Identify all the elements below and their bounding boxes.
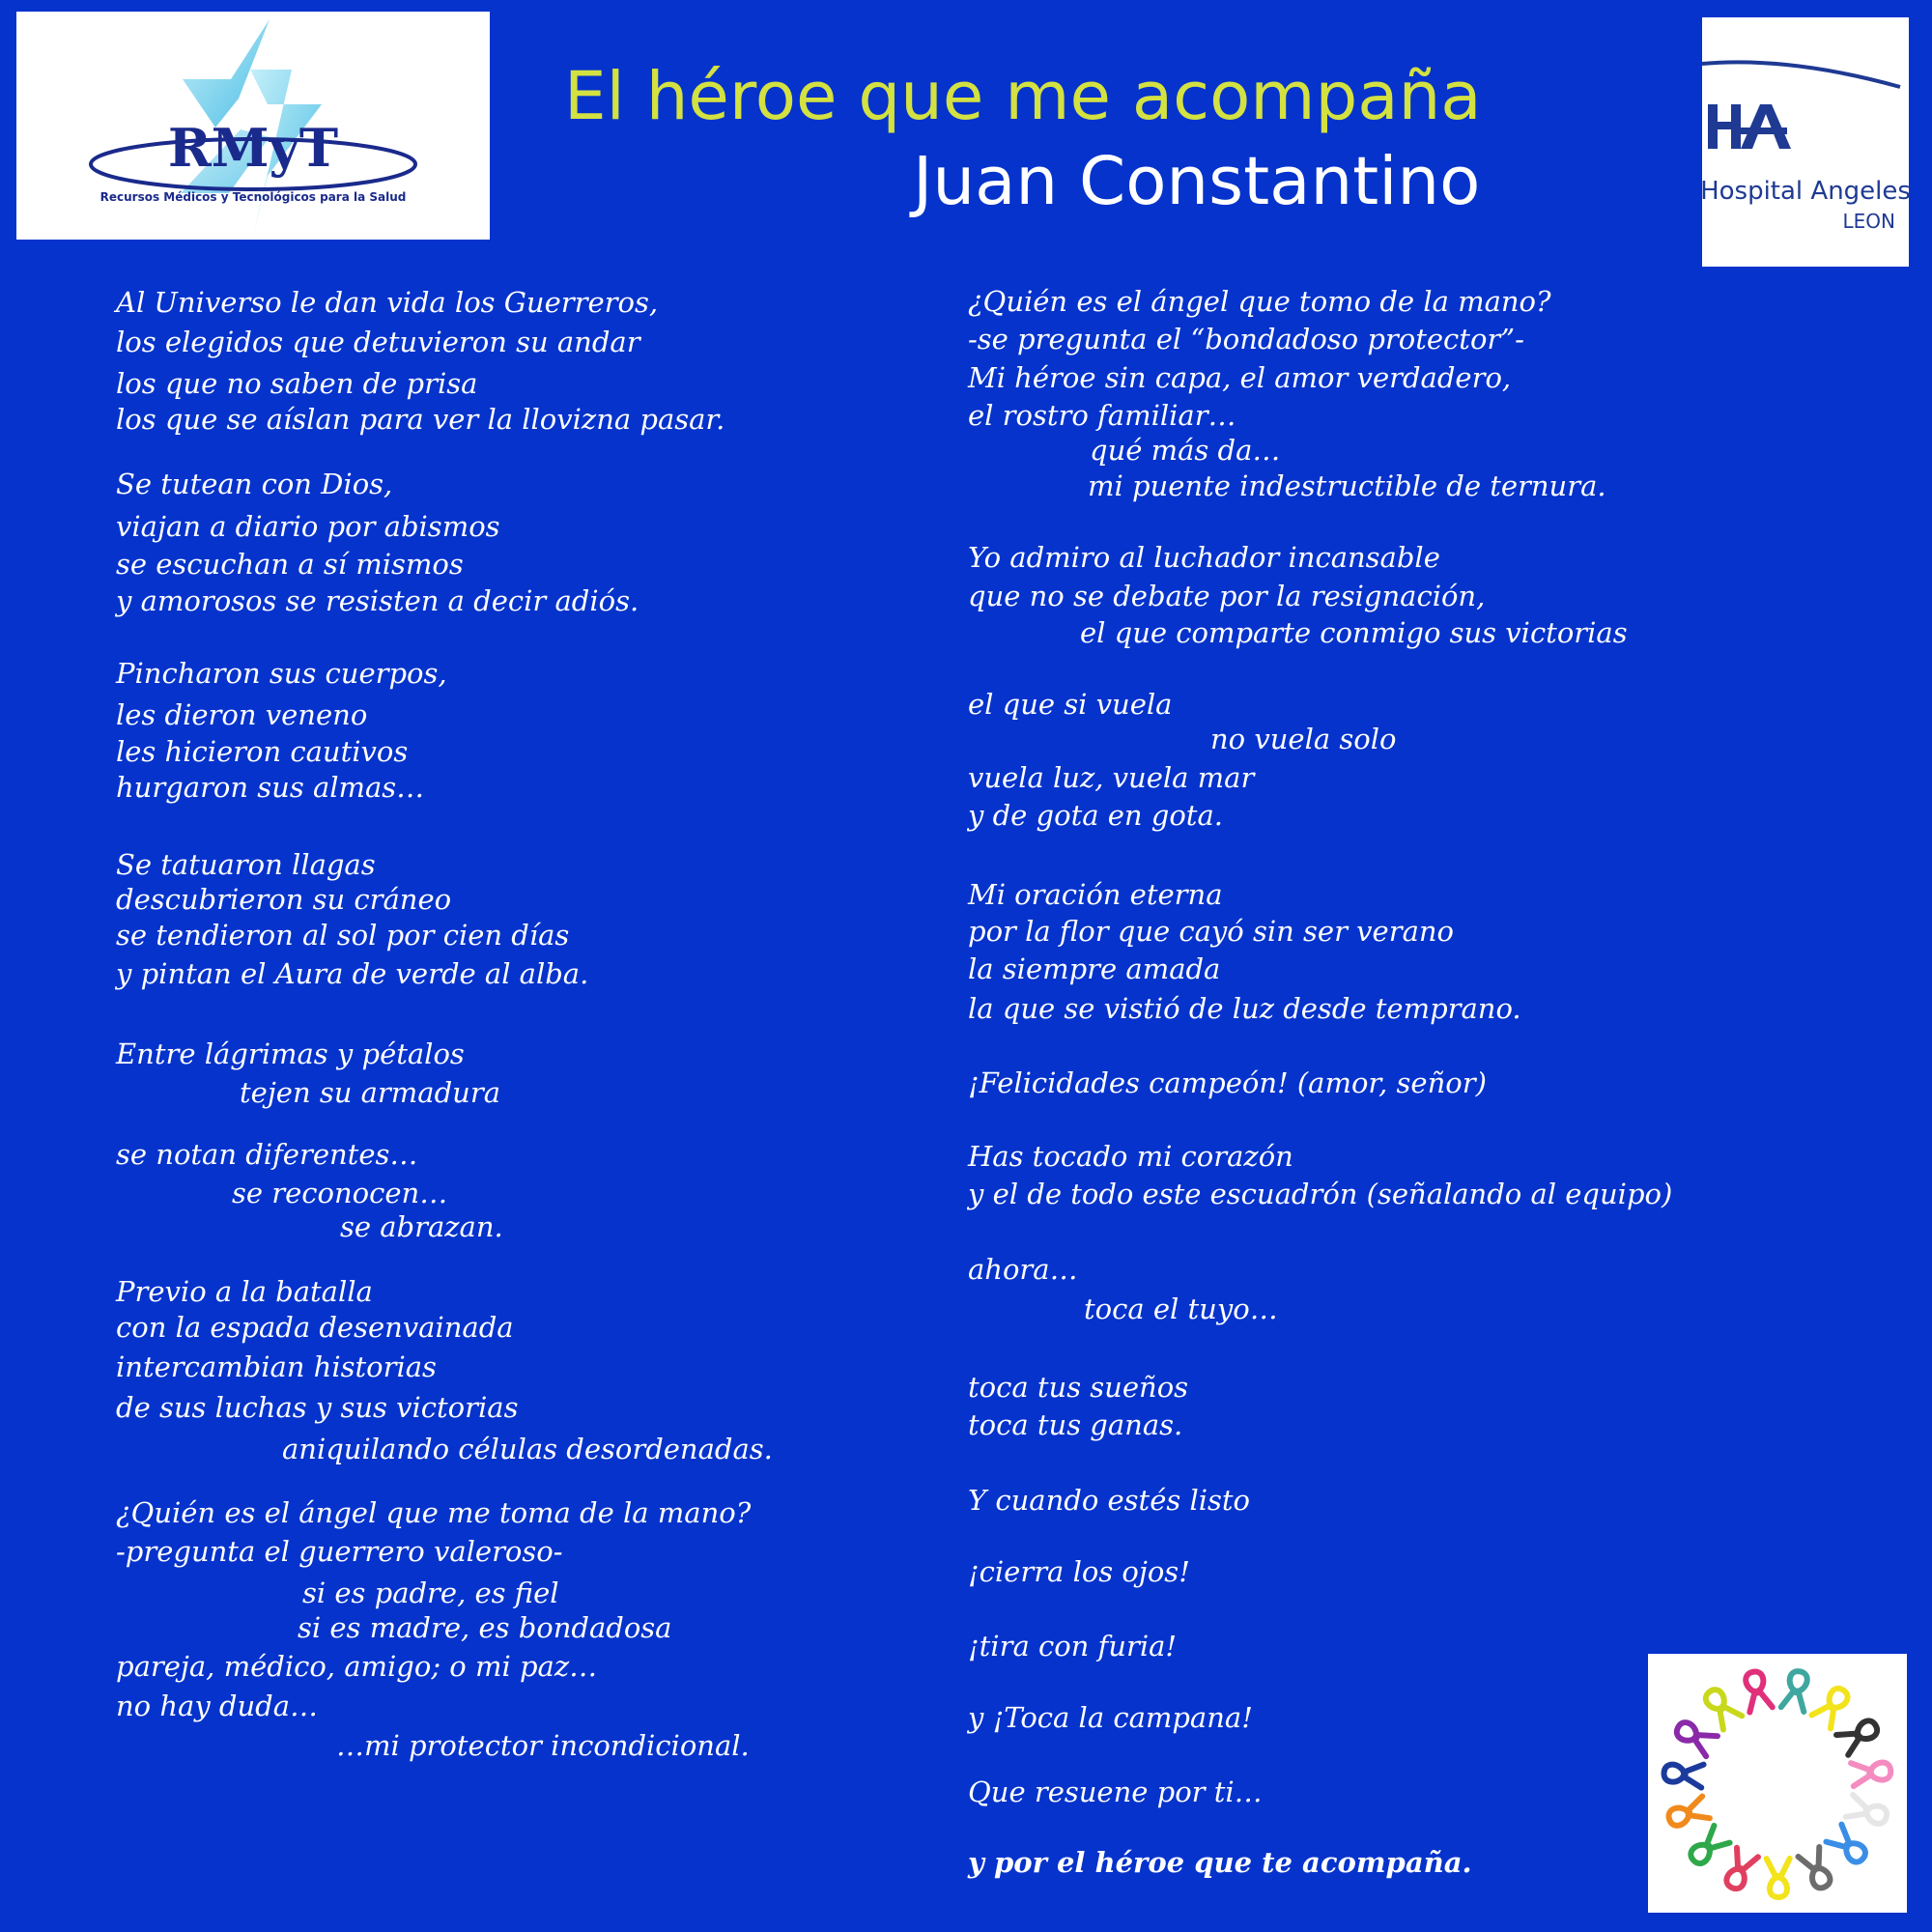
poem-line: el que comparte conmigo sus victorias xyxy=(1080,616,1628,649)
poem-line: y de gota en gota. xyxy=(968,799,1223,832)
poem-line: y pintan el Aura de verde al alba. xyxy=(116,957,589,990)
poem-line: Has tocado mi corazón xyxy=(968,1140,1293,1173)
ribbon-icon xyxy=(1721,1848,1758,1892)
poem-line: y ¡Toca la campana! xyxy=(968,1701,1253,1734)
hospital-angeles-logo xyxy=(1702,17,1909,267)
poem-line: -se pregunta el “bondadoso protector”- xyxy=(968,323,1524,355)
poem-line: se tendieron al sol por cien días xyxy=(116,919,570,952)
poem-line: Mi héroe sin capa, el amor verdadero, xyxy=(968,361,1512,394)
ribbon-icon xyxy=(1700,1685,1742,1729)
poem-line: hurgaron sus almas… xyxy=(116,771,425,804)
poem-line: toca tus ganas. xyxy=(968,1408,1183,1441)
poem-line: Mi oración eterna xyxy=(968,878,1223,911)
poem-line: -pregunta el guerrero valeroso- xyxy=(116,1535,563,1568)
poem-line: Al Universo le dan vida los Guerreros, xyxy=(116,286,659,319)
poem-line: ¿Quién es el ángel que me toma de la mano? xyxy=(116,1496,752,1529)
poem-line: el rostro familiar… xyxy=(968,399,1236,432)
poem-line: tejen su armadura xyxy=(240,1076,500,1109)
ribbon-icon xyxy=(1811,1684,1853,1729)
poem-line: intercambian historias xyxy=(116,1350,437,1383)
poem-closing-line: y por el héroe que te acompaña. xyxy=(968,1846,1472,1879)
poem-line: mi puente indestructible de ternura. xyxy=(1088,469,1606,502)
poem-line: que no se debate por la resignación, xyxy=(968,580,1486,612)
poem-line: viajan a diario por abismos xyxy=(116,510,500,543)
ribbon-icon xyxy=(1798,1847,1834,1891)
poem-line: Previo a la batalla xyxy=(116,1275,373,1308)
poem-line: y amorosos se resisten a decir adiós. xyxy=(116,584,639,617)
poem-line: no vuela solo xyxy=(1210,723,1397,755)
poem-line: ¡tira con furia! xyxy=(968,1630,1178,1662)
rmyt-logo xyxy=(16,12,490,240)
ribbon-icon xyxy=(1836,1716,1882,1755)
poem-line: Y cuando estés listo xyxy=(968,1484,1250,1517)
poem-line: si es padre, es fiel xyxy=(302,1577,559,1609)
poem-line: aniquilando células desordenadas. xyxy=(282,1433,773,1465)
ribbon-icon xyxy=(1781,1669,1811,1712)
poem-line: los que se aíslan para ver la llovizna pasar. xyxy=(116,403,725,436)
svg-text:Hospital Angeles: Hospital Angeles xyxy=(1702,177,1909,206)
poem-line: se reconocen… xyxy=(232,1177,448,1209)
poem-line: Pincharon sus cuerpos, xyxy=(116,657,447,690)
ribbon-circle-icon xyxy=(1648,1654,1907,1913)
poem-line: de sus luchas y sus victorias xyxy=(116,1391,519,1424)
poem-line: Entre lágrimas y pétalos xyxy=(116,1037,465,1070)
poem-line: ¡cierra los ojos! xyxy=(968,1555,1190,1588)
ribbon-icon xyxy=(1686,1826,1730,1869)
poem-line: ahora… xyxy=(968,1253,1078,1286)
poem-line: los que no saben de prisa xyxy=(116,367,478,400)
ribbon-icon xyxy=(1851,1759,1891,1786)
poem-line: no hay duda… xyxy=(116,1690,319,1722)
poem-line: Se tutean con Dios, xyxy=(116,468,393,500)
poem-line: Yo admiro al luchador incansable xyxy=(968,541,1440,574)
ribbon-icon xyxy=(1662,1761,1703,1788)
poem-line: toca tus sueños xyxy=(968,1371,1189,1404)
ribbon-icon xyxy=(1826,1825,1870,1867)
poem-line: se notan diferentes… xyxy=(116,1138,418,1171)
ribbon-icon xyxy=(1767,1859,1790,1897)
ribbon-icon xyxy=(1742,1669,1773,1712)
poem-line: toca el tuyo… xyxy=(1084,1293,1278,1325)
poem-line: Que resuene por ti… xyxy=(968,1776,1263,1808)
poem-line: con la espada desenvainada xyxy=(116,1311,514,1344)
poem-line: si es madre, es bondadosa xyxy=(298,1611,672,1644)
ribbon-icon xyxy=(1672,1717,1718,1756)
poem-line: se escuchan a sí mismos xyxy=(116,548,464,581)
poem-line: el que si vuela xyxy=(968,688,1173,721)
ribbon-icon xyxy=(1665,1796,1710,1830)
poem-line: qué más da… xyxy=(1090,434,1281,467)
awareness-ribbons-logo xyxy=(1648,1654,1907,1913)
poem-author: Juan Constantino xyxy=(913,143,1481,220)
poem-line: la siempre amada xyxy=(968,952,1221,985)
poem-line: por la flor que cayó sin ser verano xyxy=(968,915,1454,948)
poem-line: descubrieron su cráneo xyxy=(116,883,452,916)
poem-line: ¡Felicidades campeón! (amor, señor) xyxy=(968,1066,1487,1099)
poem-line: …mi protector incondicional. xyxy=(336,1729,750,1762)
poem-line: se abrazan. xyxy=(340,1210,503,1243)
ribbon-icon xyxy=(1846,1795,1889,1829)
poem-line: Se tatuaron llagas xyxy=(116,848,376,881)
poem-line: los elegidos que detuvieron su andar xyxy=(116,326,640,358)
poem-line: y el de todo este escuadrón (señalando al equipo) xyxy=(968,1178,1673,1210)
poem-title: El héroe que me acompaña xyxy=(564,58,1482,135)
rmyt-emblem-icon xyxy=(16,12,490,240)
svg-text:LEON: LEON xyxy=(1842,210,1895,233)
poem-line: les dieron veneno xyxy=(116,698,368,731)
poem-line: les hicieron cautivos xyxy=(116,735,409,768)
poem-line: vuela luz, vuela mar xyxy=(968,761,1255,794)
svg-text:RMyT: RMyT xyxy=(167,117,339,179)
poem-line: la que se vistió de luz desde temprano. xyxy=(968,992,1521,1025)
svg-text:Recursos Médicos y Tecnológico: Recursos Médicos y Tecnológicos para la Salud xyxy=(99,190,407,204)
poem-line: ¿Quién es el ángel que tomo de la mano? xyxy=(968,285,1551,318)
hospital-emblem-icon xyxy=(1702,17,1909,267)
poem-line: pareja, médico, amigo; o mi paz… xyxy=(116,1650,598,1683)
